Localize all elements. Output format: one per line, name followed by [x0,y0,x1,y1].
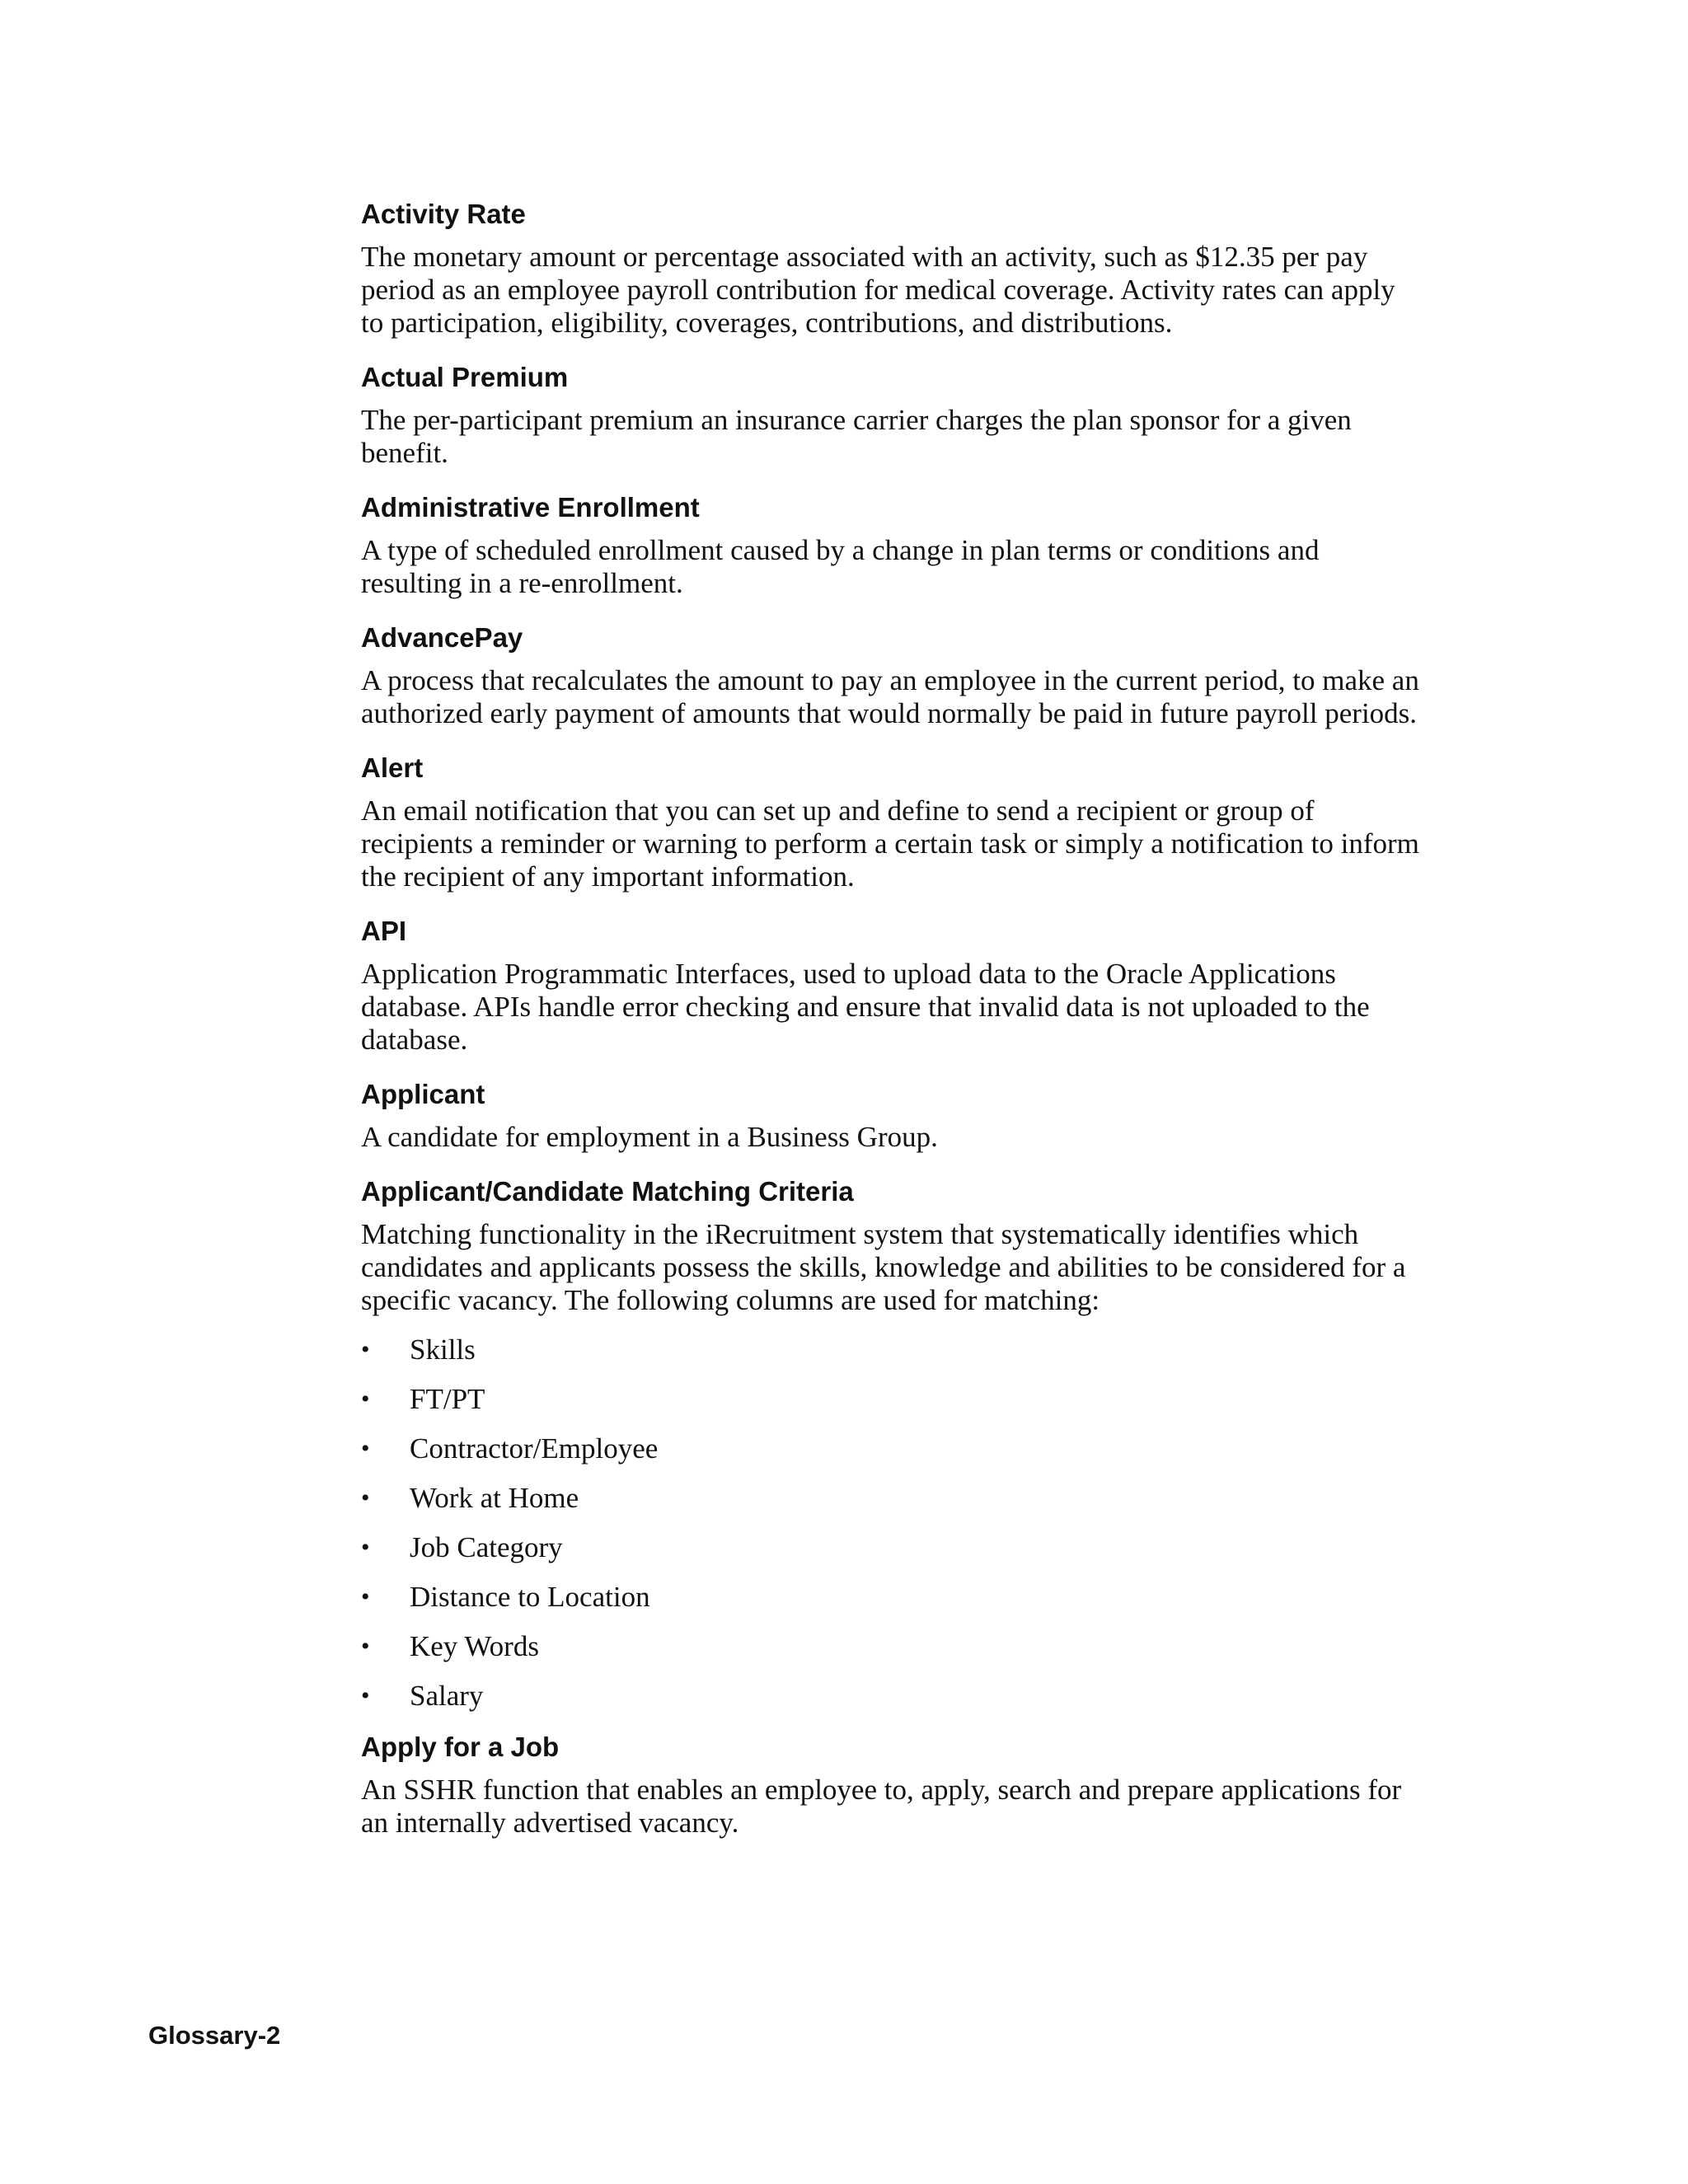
glossary-definition: A candidate for employment in a Business Group. [361,1121,938,1153]
list-item [361,1482,1424,1515]
glossary-definition: A type of scheduled enrollment caused by a change in plan terms or conditions and resulting in a re-enrollment. [361,534,1320,599]
matching-columns-list [361,1333,1424,1713]
page-number: Glossary-2 [148,2021,281,2050]
bullet-icon: • [361,1484,370,1511]
bullet-icon: • [361,1435,370,1462]
list-item [361,1630,1424,1663]
glossary-definition: An SSHR function that enables an employee to, apply, search and prepare applications for an internally advertised vacancy. [361,1774,1402,1839]
bullet-icon: • [361,1385,370,1413]
glossary-entry [361,752,1424,893]
list-item [361,1531,1424,1564]
bullet-icon: • [361,1583,370,1610]
bullet-icon: • [361,1534,370,1561]
glossary-entry [361,915,1424,1057]
glossary-definition: A process that recalculates the amount to pay an employee in the current period, to make an authorized early payment of amounts that would normally be paid in future payroll periods. [361,664,1419,729]
list-item-text: Work at Home [410,1482,579,1514]
list-item-text: Contractor/Employee [410,1432,659,1465]
list-item-text: Skills [410,1333,476,1366]
glossary-entry [361,491,1424,600]
bullet-icon: • [361,1336,370,1363]
glossary-term: Applicant/Candidate Matching Criteria [361,1176,854,1207]
glossary-definition: Application Programmatic Interfaces, used to upload data to the Oracle Applications database. APIs handle error checking and ensure that invalid data is not uploaded to the database. [361,958,1370,1056]
glossary-entry [361,1731,1424,1840]
bullet-icon: • [361,1633,370,1660]
glossary-entry [361,1078,1424,1154]
glossary-term: Applicant [361,1079,485,1109]
list-item-text: Job Category [410,1531,563,1563]
list-item [361,1383,1424,1416]
list-item [361,1333,1424,1366]
bullet-icon: • [361,1682,370,1709]
glossary-definition: Matching functionality in the iRecruitment system that systematically identifies which candidates and applicants possess the skills, knowledge and abilities to be considered for a specific vacancy. The following columns are used for matching: [361,1218,1406,1316]
glossary-definition: The monetary amount or percentage associated with an activity, such as $12.35 per pay period as an employee payroll contribution for medical coverage. Activity rates can apply to participation, eligibility, coverages, contributions, and distributions. [361,241,1395,339]
glossary-entry [361,621,1424,730]
list-item [361,1680,1424,1713]
glossary-term: AdvancePay [361,622,523,653]
list-item [361,1432,1424,1465]
list-item-text: Distance to Location [410,1581,650,1613]
glossary-term: API [361,916,407,946]
list-item-text: Key Words [410,1630,539,1662]
glossary-entry [361,198,1424,340]
list-item [361,1581,1424,1614]
glossary-term: Actual Premium [361,362,569,392]
glossary-term: Alert [361,752,424,783]
glossary-term: Apply for a Job [361,1732,560,1762]
glossary-entry [361,361,1424,470]
glossary-definition: The per-participant premium an insurance carrier charges the plan sponsor for a given benefit. [361,404,1352,469]
list-item-text: Salary [410,1680,484,1712]
glossary-definition: An email notification that you can set up and define to send a recipient or group of recipients a reminder or warning to perform a certain task or simply a notification to inform the recipient of any important information. [361,794,1419,893]
glossary-term: Activity Rate [361,199,526,229]
glossary-term: Administrative Enrollment [361,492,700,523]
glossary-content [361,198,1424,1861]
glossary-entry [361,1175,1424,1713]
list-item-text: FT/PT [410,1383,485,1415]
